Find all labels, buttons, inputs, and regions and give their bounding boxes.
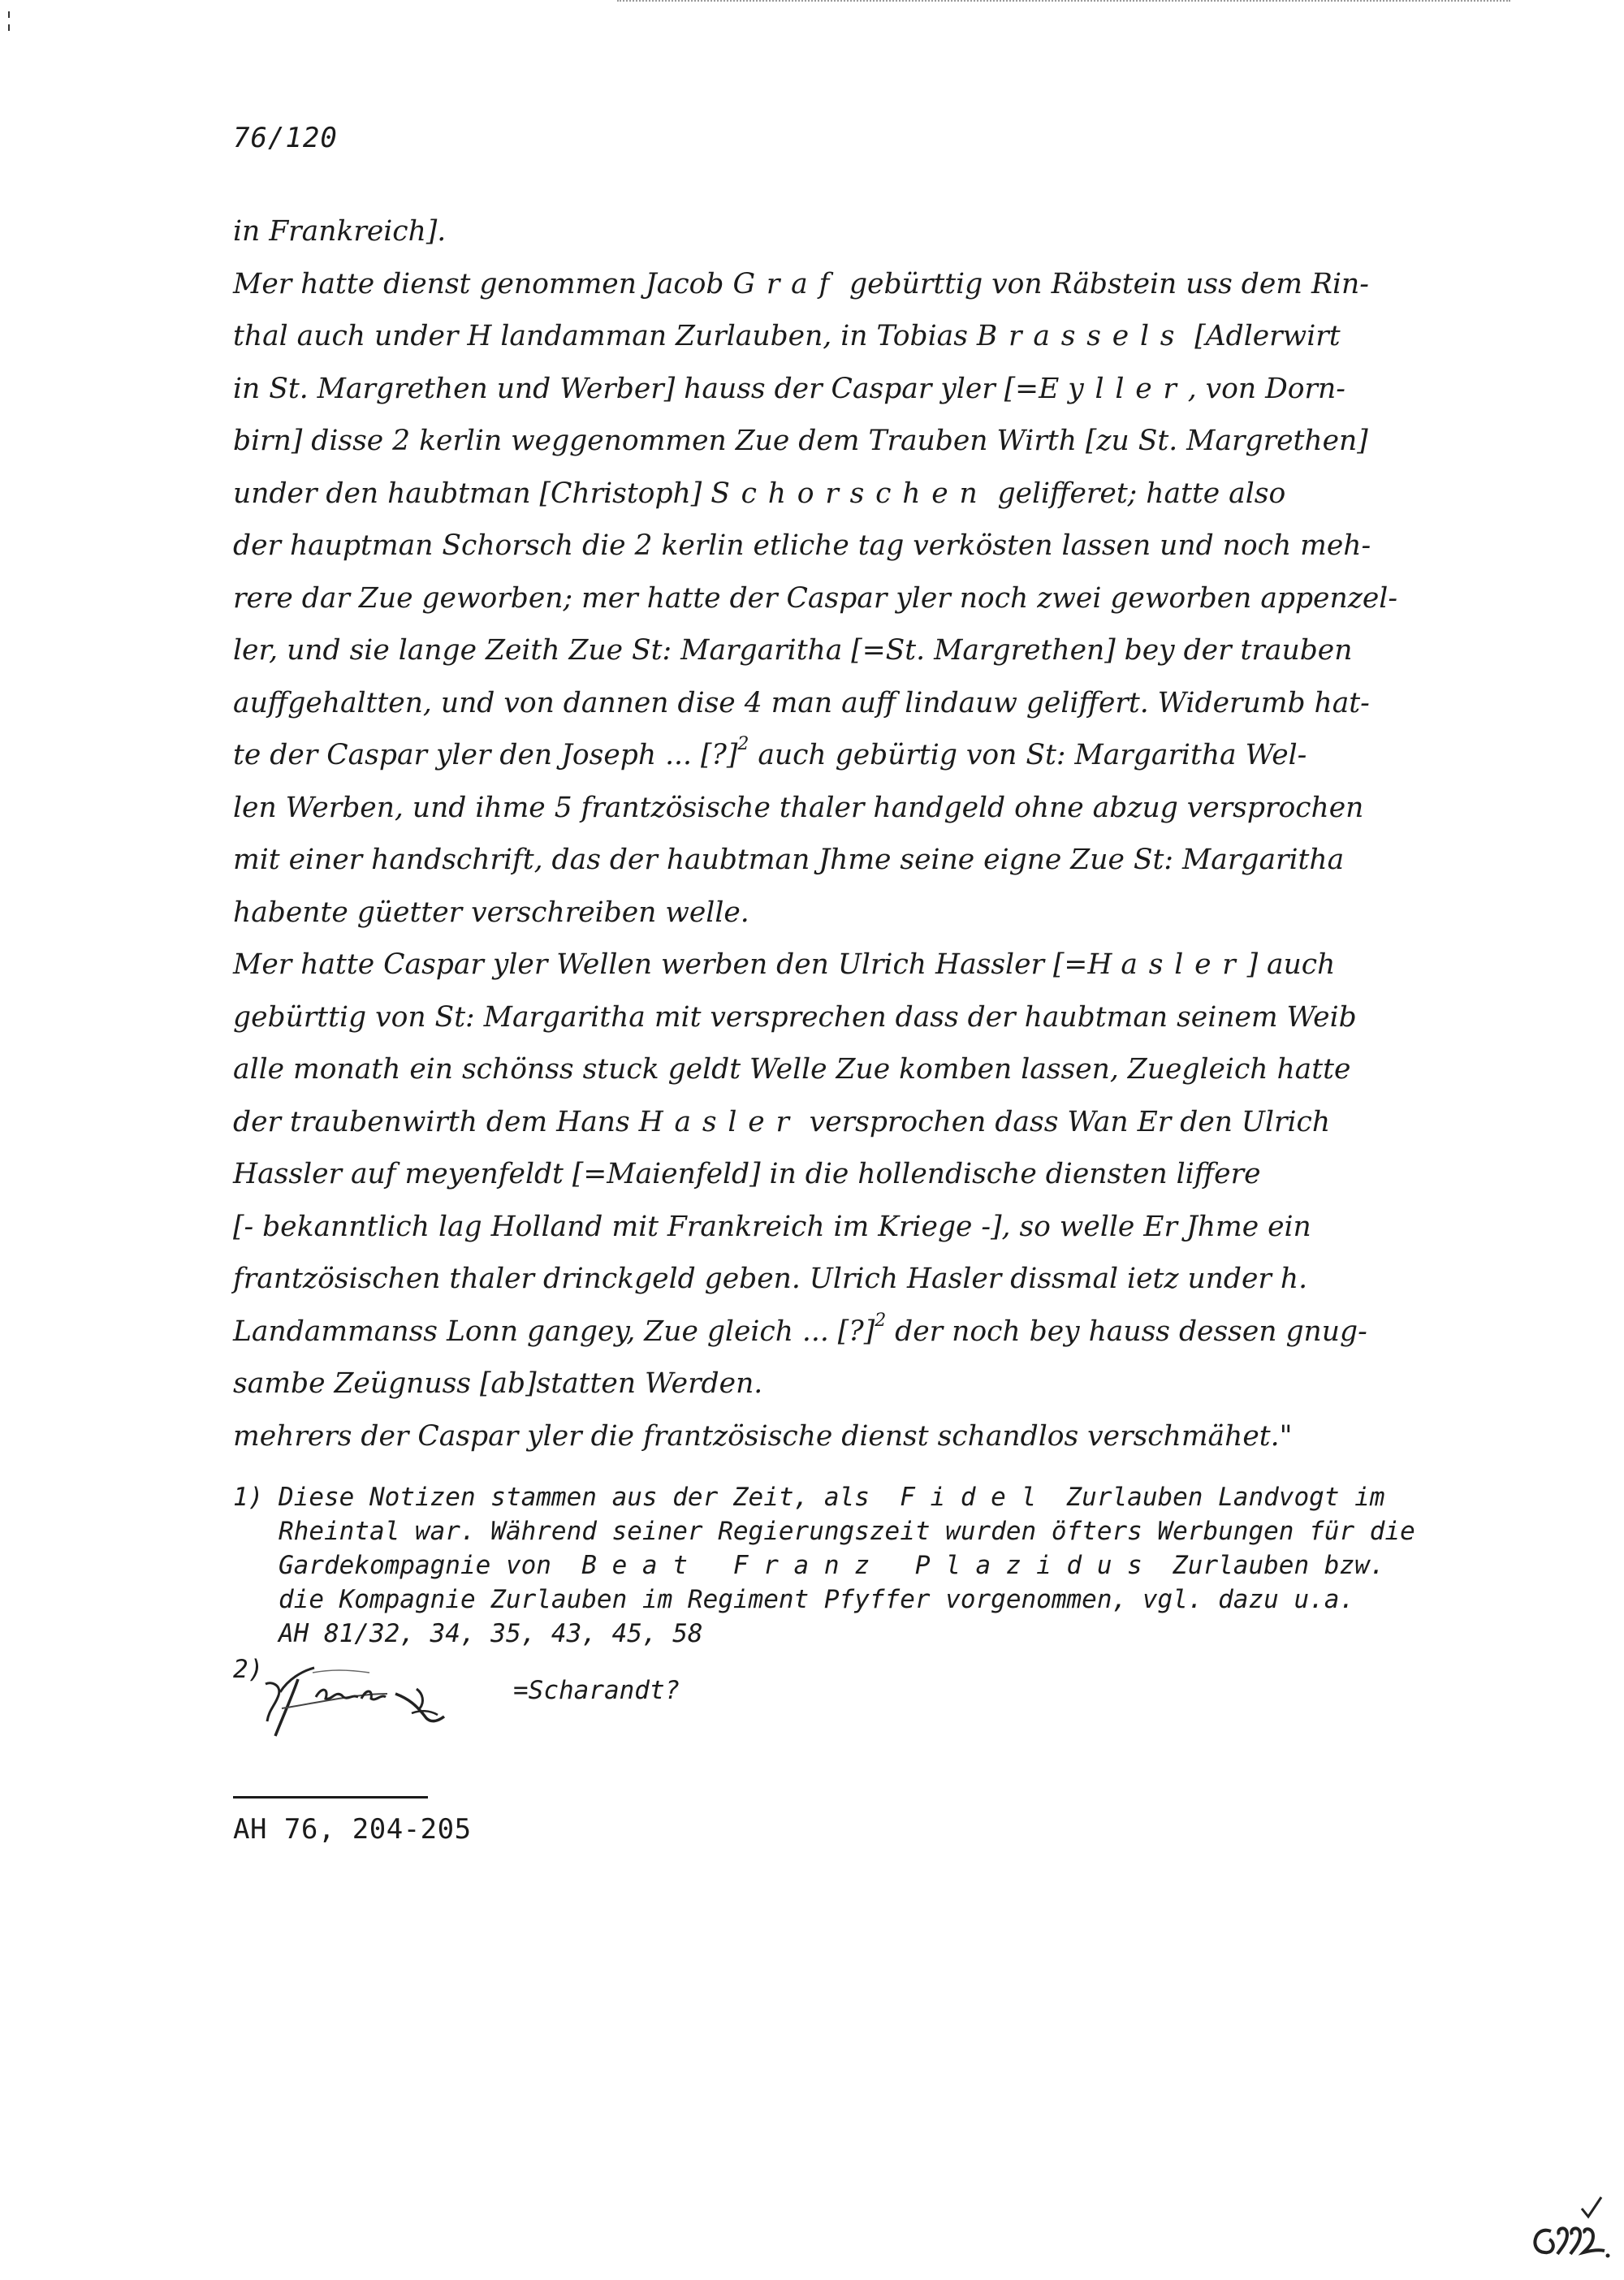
footnote-2-marker: 2) [233, 1655, 264, 1684]
body-line [233, 939, 1548, 991]
text-segment: [Adlerwirt [1186, 320, 1341, 352]
text-segment: der traubenwirth dem Hans [233, 1105, 639, 1138]
text-segment: ] auch [1246, 948, 1336, 981]
body-line [233, 1201, 1548, 1254]
body-line [233, 310, 1548, 363]
footnote-1 [233, 1480, 1415, 1651]
spaced-name: Schorschen [710, 477, 989, 510]
text-segment: gebürttig von St: Margaritha mit versprechen dass der haubtman seinem Weib [233, 1000, 1357, 1034]
text-segment: under den haubtman [Christoph] [233, 477, 711, 510]
spaced-name: asler [1121, 948, 1247, 981]
text-segment: ler, und sie lange Zeith Zue St: Margaritha [=St. Margrethen] bey der trauben [233, 634, 1353, 667]
body-line [233, 1253, 1548, 1306]
body-line [233, 624, 1548, 677]
text-segment: frantzösischen thaler drinckgeld geben. Ulrich Hasler dissmal ietz under h. [233, 1263, 1308, 1295]
text-segment: Landammanss Lonn gangey, Zue gleich ... [?] [233, 1315, 875, 1348]
body-line [233, 677, 1548, 730]
spaced-name: Hasler [638, 1105, 801, 1138]
text-segment: len Werben, und ihme 5 frantzösische thaler handgeld ohne abzug versprochen [233, 791, 1364, 824]
page-number: 76/120 [233, 122, 338, 154]
body-line [233, 991, 1548, 1044]
body-line [233, 520, 1548, 572]
footnote-line: Rheintal war. Während seiner Regierungszeit wurden öfters Werbungen für die [233, 1517, 1415, 1546]
footnote-ref: 2 [737, 734, 749, 754]
signature-image [257, 1661, 477, 1742]
text-segment: gebürttig von Räbstein uss dem Rin- [840, 267, 1369, 300]
footnote-line: die Kompagnie Zurlauben im Regiment Pfyffer vorgenommen, vgl. dazu u.a. [233, 1585, 1355, 1614]
body-line [233, 729, 1548, 782]
body-line [233, 572, 1548, 625]
scan-margin-mark [6, 10, 11, 32]
text-segment: birn] disse 2 kerlin weggenommen Zue dem Trauben Wirth [zu St. Margrethen] [233, 425, 1368, 457]
body-line [233, 1410, 1548, 1463]
spaced-name: yller [1068, 372, 1188, 405]
body-line [233, 1096, 1548, 1149]
body-line [233, 887, 1548, 939]
footnote-line: 1) Diese Notizen stammen aus der Zeit, als F i d e l Zurlauben Landvogt im [233, 1483, 1385, 1512]
footnote-line: AH 81/32, 34, 35, 43, 45, 58 [233, 1619, 703, 1648]
body-line [233, 1148, 1548, 1201]
archive-stamp [1527, 2192, 1616, 2265]
archive-reference: AH 76, 204-205 [233, 1813, 472, 1846]
text-segment: Hassler auf meyenfeldt [=Maienfeld] in die hollendische diensten liffere [233, 1158, 1261, 1190]
text-segment: auch gebürtig von St: Margaritha Wel- [749, 739, 1307, 771]
text-segment: , von Dorn- [1187, 372, 1345, 405]
text-segment: alle monath ein schönss stuck geldt Welle Zue komben lassen, Zuegleich hatte [233, 1053, 1351, 1086]
text-segment: auffgehaltten, und von dannen dise 4 man auff lindauw geliffert. Widerumb hat- [233, 686, 1370, 719]
text-segment: rere dar Zue geworben; mer hatte der Caspar yler noch zwei geworben appenzel- [233, 581, 1397, 615]
text-segment: thal auch under H landamman Zurlauben, in Tobias [233, 320, 977, 352]
text-segment: mehrers der Caspar yler die frantzösische dienst schandlos verschmähet." [233, 1419, 1293, 1453]
body-line [233, 1043, 1548, 1096]
body-line [233, 205, 1548, 258]
body-line [233, 468, 1548, 520]
text-segment: te der Caspar yler den Joseph ... [?] [233, 739, 738, 771]
body-line [233, 415, 1548, 468]
body-line [233, 1358, 1548, 1410]
text-segment: gelifferet; hatte also [988, 477, 1286, 510]
spaced-name: Graf [732, 267, 841, 300]
text-segment: in Frankreich]. [233, 215, 447, 248]
body-line [233, 363, 1548, 416]
footnote-ref: 2 [875, 1310, 887, 1331]
body-line [233, 1306, 1548, 1358]
text-segment: in St. Margrethen und Werber] hauss der Caspar yler [=E [233, 372, 1069, 405]
body-line [233, 782, 1548, 835]
footnote-line: Gardekompagnie von B e a t F r a n z P l a z i d u s Zurlauben bzw. [233, 1551, 1385, 1580]
text-segment: der noch bey hauss dessen gnug- [886, 1315, 1367, 1348]
text-segment: versprochen dass Wan Er den Ulrich [800, 1105, 1331, 1138]
divider-line [233, 1796, 428, 1799]
text-segment: Mer hatte Caspar yler Wellen werben den Ulrich Hassler [=H [233, 948, 1121, 981]
text-segment: sambe Zeügnuss [ab]statten Werden. [233, 1367, 763, 1400]
body-line [233, 258, 1548, 311]
spaced-name: Brassels [976, 320, 1186, 352]
footnote-2 [233, 1655, 720, 1744]
text-segment: der hauptman Schorsch die 2 kerlin etliche tag verkösten lassen und noch meh- [233, 529, 1371, 562]
footnote-2-text: =Scharandt? [513, 1676, 680, 1705]
text-segment: Mer hatte dienst genommen Jacob [233, 267, 733, 300]
text-segment: habente güetter verschreiben welle. [233, 896, 749, 929]
body-text [233, 205, 1548, 1462]
text-segment: mit einer handschrift, das der haubtman Jhme seine eigne Zue St: Margaritha [233, 844, 1345, 876]
body-line [233, 834, 1548, 887]
scan-top-edge [617, 0, 1510, 2]
text-segment: [- bekanntlich lag Holland mit Frankreich im Kriege -], so welle Er Jhme ein [233, 1210, 1311, 1243]
